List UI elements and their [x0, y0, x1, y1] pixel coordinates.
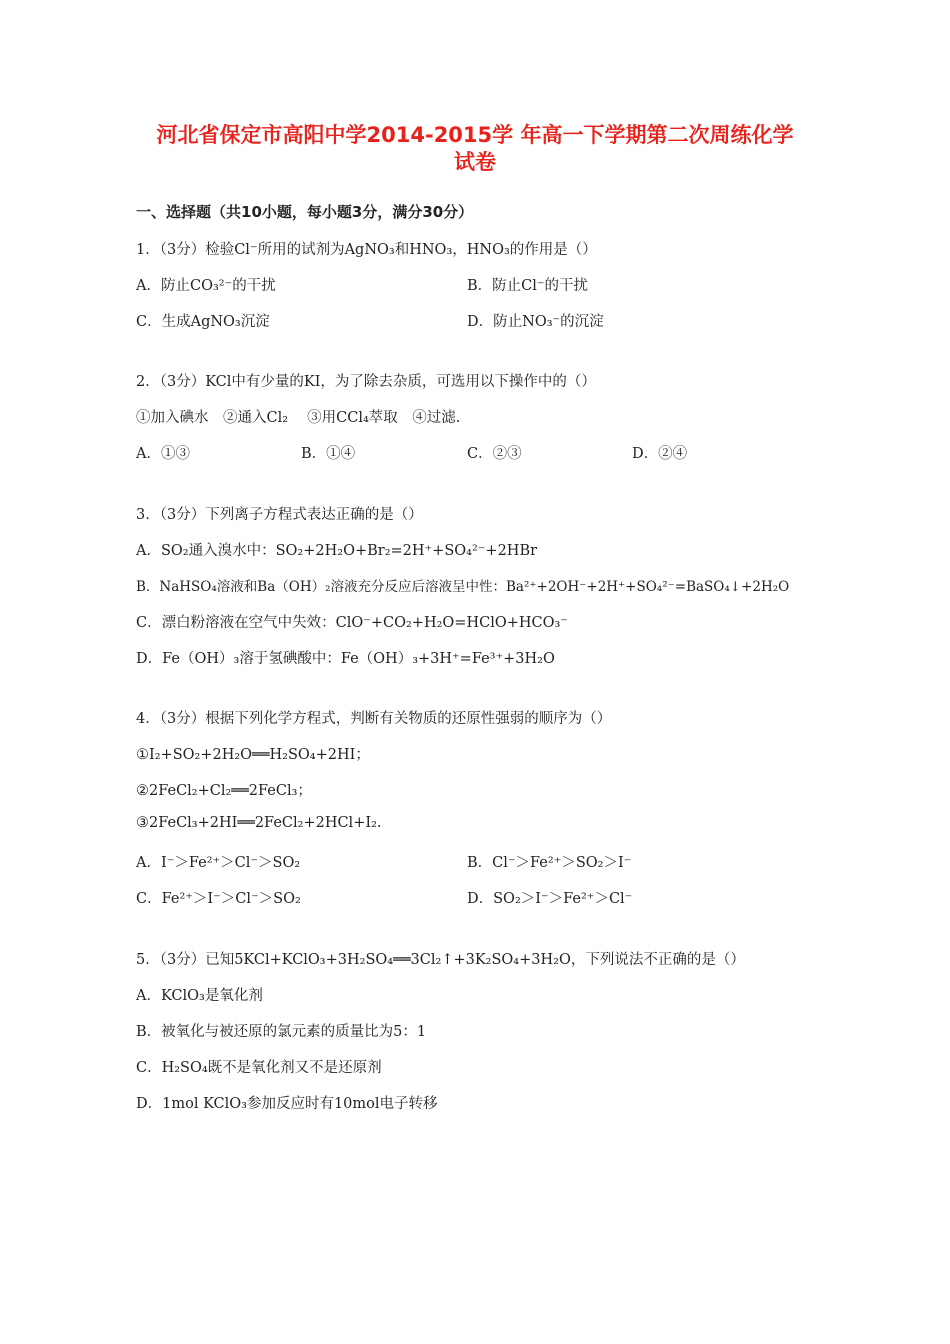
- question-2-option-d: D．②④: [632, 446, 688, 462]
- question-4-equation-2: ②2FeCl₂+Cl₂══2FeCl₃；: [136, 783, 312, 799]
- question-3-option-a: A．SO₂通入溴水中：SO₂+2H₂O+Br₂=2H⁺+SO₄²⁻+2HBr: [136, 543, 538, 559]
- question-4-equation-3: ③2FeCl₃+2HI══2FeCl₂+2HCl+I₂.: [136, 815, 382, 831]
- question-1-option-d: D．防止NO₃⁻的沉淀: [467, 314, 604, 330]
- question-2-operations: ①加入碘水 ②通入Cl₂ ③用CCl₄萃取 ④过滤.: [136, 410, 461, 426]
- question-1-option-b: B．防止Cl⁻的干扰: [467, 278, 589, 294]
- question-5-option-b: B．被氧化与被还原的氯元素的质量比为5：1: [136, 1024, 427, 1040]
- question-2-stem: 2．（3分）KCl中有少量的KI，为了除去杂质，可选用以下操作中的（）: [136, 374, 596, 390]
- question-1-option-a: A．防止CO₃²⁻的干扰: [136, 278, 276, 294]
- question-4-option-a: A．I⁻＞Fe²⁺＞Cl⁻＞SO₂: [136, 855, 301, 871]
- title-line-2: 试卷: [454, 150, 496, 174]
- section-heading: 一、选择题（共10小题，每小题3分，满分30分）: [136, 203, 474, 221]
- question-4-stem: 4．（3分）根据下列化学方程式，判断有关物质的还原性强弱的顺序为（）: [136, 711, 612, 727]
- question-4-equation-1: ①I₂+SO₂+2H₂O══H₂SO₄+2HI；: [136, 747, 370, 763]
- title-line-1: 河北省保定市高阳中学2014-2015学 年高一下学期第二次周练化学: [156, 123, 794, 147]
- question-3-option-d: D．Fe（OH）₃溶于氢碘酸中：Fe（OH）₃+3H⁺=Fe³⁺+3H₂O: [136, 651, 555, 667]
- question-3-stem: 3．（3分）下列离子方程式表达正确的是（）: [136, 507, 423, 523]
- question-1-stem: 1．（3分）检验Cl⁻所用的试剂为AgNO₃和HNO₃，HNO₃的作用是（）: [136, 242, 597, 258]
- question-4-option-b: B．Cl⁻＞Fe²⁺＞SO₂＞I⁻: [467, 855, 632, 871]
- question-1-option-c: C．生成AgNO₃沉淀: [136, 314, 270, 330]
- question-5-option-d: D．1mol KClO₃参加反应时有10mol电子转移: [136, 1096, 438, 1112]
- question-3-option-c: C．漂白粉溶液在空气中失效：ClO⁻+CO₂+H₂O=HClO+HCO₃⁻: [136, 615, 568, 631]
- question-2-option-a: A．①③: [136, 446, 190, 462]
- document-title: [0, 122, 950, 176]
- question-5-stem: 5．（3分）已知5KCl+KClO₃+3H₂SO₄══3Cl₂↑+3K₂SO₄+3H₂O，下列说法不正确的是（）: [136, 952, 745, 968]
- question-4-option-c: C．Fe²⁺＞I⁻＞Cl⁻＞SO₂: [136, 891, 301, 907]
- question-5-option-a: A．KClO₃是氧化剂: [136, 988, 263, 1004]
- question-4-option-d: D．SO₂＞I⁻＞Fe²⁺＞Cl⁻: [467, 891, 633, 907]
- question-5-option-c: C．H₂SO₄既不是氧化剂又不是还原剂: [136, 1060, 382, 1076]
- question-3-option-b: B．NaHSO₄溶液和Ba（OH）₂溶液充分反应后溶液呈中性：Ba²⁺+2OH⁻+2H⁺+SO₄²⁻=BaSO₄↓+2H₂O: [136, 579, 790, 595]
- question-2-option-b: B．①④: [301, 446, 356, 462]
- question-2-option-c: C．②③: [467, 446, 522, 462]
